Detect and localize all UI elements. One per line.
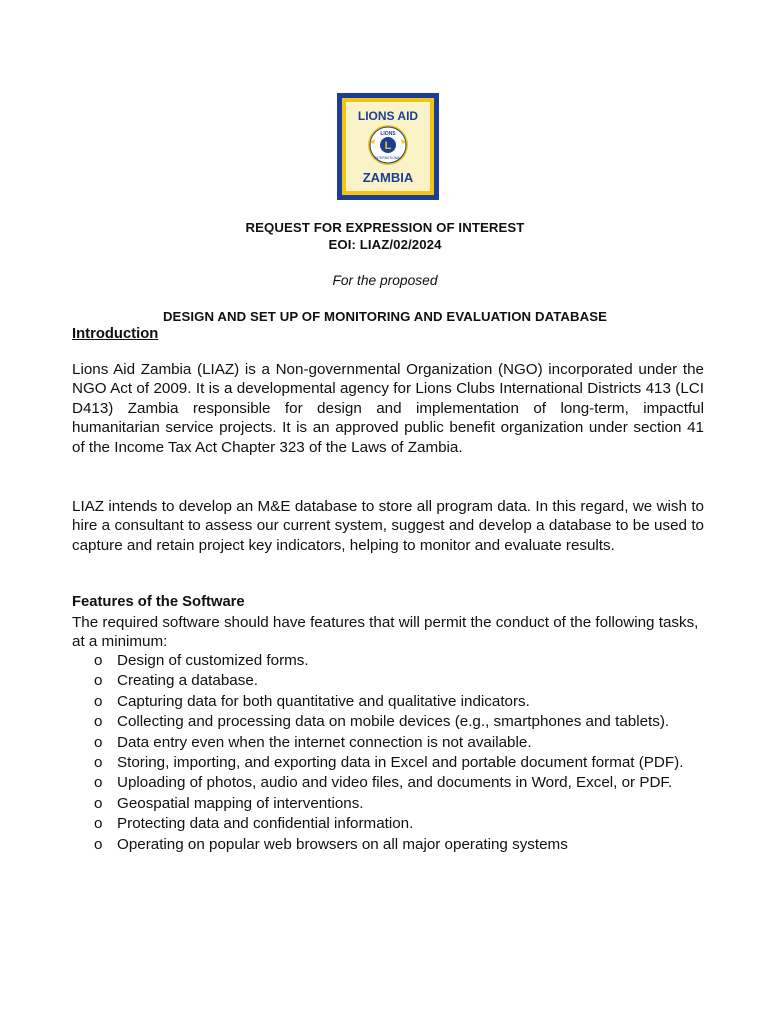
list-item-text: Collecting and processing data on mobile devices (e.g., smartphones and tablets). (117, 713, 670, 731)
logo-org-bottom: ZAMBIA (362, 170, 414, 185)
lions-aid-zambia-logo (337, 93, 439, 200)
emblem-bottom-text: INTERNATIONAL (374, 156, 402, 160)
list-item-text: Creating a database. (117, 672, 259, 690)
introduction-heading: Introduction (72, 326, 159, 342)
list-item-text: Data entry even when the internet connection is not available. (117, 733, 532, 751)
list-item (72, 835, 704, 855)
bullet-marker: o (94, 692, 103, 710)
features-list (72, 651, 704, 855)
features-heading: Features of the Software (72, 594, 245, 610)
bullet-marker: o (94, 713, 103, 731)
title-line-1: REQUEST FOR EXPRESSION OF INTEREST (245, 220, 525, 235)
introduction-paragraph-2: LIAZ intends to develop an M&E database to store all program data. In this regard, we wish to hire a consultant to assess our current system, suggest and develop a database to be used to capture and retain project key indicators, helping to monitor and evaluate results. (72, 498, 704, 554)
list-item-text: Uploading of photos, audio and video files, and documents in Word, Excel, or PDF. (117, 774, 673, 792)
bullet-marker: o (94, 794, 103, 812)
bullet-marker: o (94, 672, 103, 690)
list-item (72, 814, 704, 834)
list-item-text: Geospatial mapping of interventions. (117, 794, 364, 812)
logo-graphic (337, 93, 439, 200)
list-item (72, 692, 704, 712)
list-item-text: Storing, importing, and exporting data in Excel and portable document format (PDF). (117, 754, 684, 772)
list-item (72, 773, 704, 793)
bullet-marker: o (94, 835, 103, 853)
list-item (72, 712, 704, 732)
bullet-marker: o (94, 815, 103, 833)
list-item (72, 671, 704, 691)
list-item-text: Capturing data for both quantitative and qualitative indicators. (117, 692, 530, 710)
features-intro: The required software should have features that will permit the conduct of the following tasks, at a minimum: (72, 614, 699, 651)
bullet-marker: o (94, 652, 103, 669)
list-item (72, 733, 704, 753)
project-title: DESIGN AND SET UP OF MONITORING AND EVALUATION DATABASE (162, 309, 608, 324)
introduction-paragraph-1: Lions Aid Zambia (LIAZ) is a Non-governmental Organization (NGO) incorporated under the NGO Act of 2009. It is a developmental agency for Lions Clubs International Districts 413 (LCI D413) Zambia responsible for design and implementation of long-term, impactful humanitarian service projects. It is an approved public benefit organization under section 41 of the Income Tax Act Chapter 323 of the Laws of Zambia. (72, 361, 704, 456)
list-item (72, 753, 704, 773)
bullet-marker: o (94, 774, 103, 792)
title-line-2: EOI: LIAZ/02/2024 (328, 237, 442, 252)
list-item-text: Operating on popular web browsers on all major operating systems (117, 835, 568, 853)
list-item-text: Protecting data and confidential information. (117, 815, 414, 833)
logo-org-top: LIONS AID (357, 109, 419, 123)
emblem-letter: L (384, 140, 392, 152)
list-item (72, 651, 704, 671)
list-item-text: Design of customized forms. (117, 652, 309, 669)
list-item (72, 794, 704, 814)
emblem-top-text: LIONS (380, 131, 396, 137)
bullet-marker: o (94, 754, 103, 772)
bullet-marker: o (94, 733, 103, 751)
subtitle: For the proposed (332, 273, 438, 288)
